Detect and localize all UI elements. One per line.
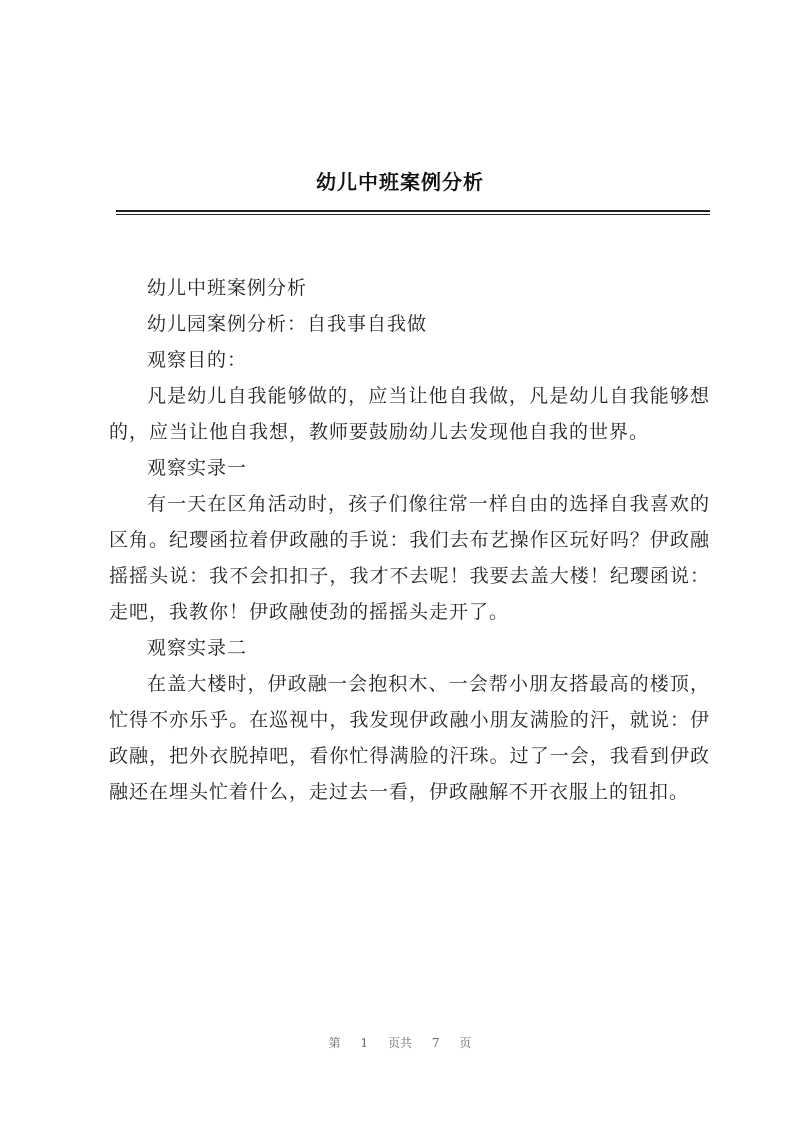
paragraph: 幼儿中班案例分析 [147, 277, 308, 299]
paragraph: 观察目的： [147, 349, 248, 371]
document-title: 幼儿中班案例分析 [316, 170, 484, 194]
title-divider [116, 210, 710, 212]
document-body [109, 270, 710, 810]
footer-page-number: 1 [360, 1036, 369, 1050]
paragraph: 有一天在区角活动时，孩子们像往常一样自由的选择自我喜欢的区角。纪璎函拉着伊政融的手说：我们去布艺操作区玩好吗？伊政融摇摇头说：我不会扣扣子，我才不去呢！我要去盖大楼！纪璎函说：走吧，我教你！伊政融使劲的摇摇头走开了。 [109, 493, 710, 623]
footer-prefix: 第 [328, 1036, 341, 1050]
footer-total-pages: 7 [431, 1036, 440, 1050]
footer-suffix: 页 [459, 1036, 472, 1050]
paragraph: 在盖大楼时，伊政融一会抱积木、一会帮小朋友搭最高的楼顶，忙得不亦乐乎。在巡视中，我发现伊政融小朋友满脸的汗，就说：伊政融，把外衣脱掉吧，看你忙得满脸的汗珠。过了一会，我看到伊政融还在埋头忙着什么，走过去一看，伊政融解不开衣服上的钮扣。 [109, 673, 710, 803]
paragraph: 观察实录二 [147, 637, 248, 659]
page-footer [0, 1034, 800, 1051]
footer-middle: 页共 [387, 1036, 412, 1050]
paragraph: 幼儿园案例分析：自我事自我做 [147, 313, 428, 335]
title-divider-thin [116, 214, 710, 215]
paragraph: 观察实录一 [147, 457, 248, 479]
paragraph: 凡是幼儿自我能够做的，应当让他自我做，凡是幼儿自我能够想的，应当让他自我想，教师要鼓励幼儿去发现他自我的世界。 [109, 385, 710, 443]
